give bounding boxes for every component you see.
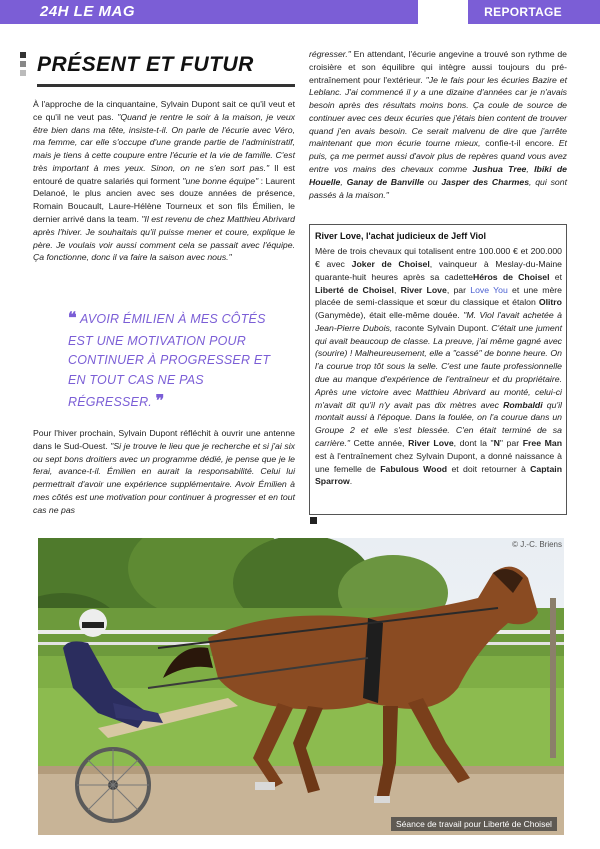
magazine-name: 24H LE MAG [40,3,136,20]
paragraph: régresser." En attendant, l'écurie angevine a trouvé son rythme de croisière et son équilibre qui intègre aussi toujours du pré-entraînement pour l'extérieur. "Je le fais pour les écuries Bazire et Leblanc. J'ai commencé il y a une dizaine d'années car je n'avais besoin après des résultats moins bons. Ça coule de source de continuer avec ces deux écuries que j'étais bien content de trouver quand j'en avais besoin. Ce serait malvenu de dire que j'arrête maintenant que mon écurie tourne mieux, confie-t-il encore. Et puis, ça me permet aussi d'avoir plus de repères quand vous avez entre vos mains des chevaux comme Jushua Tree, Ibiki de Houelle, Ganay de Banville ou Jasper des Charmes, qui sont passés à la maison." [309,49,567,200]
horse-name: Jushua Tree [472,164,527,175]
article-column-right [309,48,567,211]
end-mark [310,517,317,524]
paragraph: Pour l'hiver prochain, Sylvain Dupont réfléchit à ouvrir une antenne dans le Sud-Ouest. "Si je trouve le lieu que je recherche et si j'ai six ou sept bons droitiers avec un programme dédié, je pense que je le ferai, avance-t-il. Émilien en aurait la responsabilité. Celui lui permettrait d'avoir une expérience supplémentaire. Avoir Émilien à mes côtés est une motivation pour continuer à progresser et en tout cas ne pas [33,428,295,515]
title-rule [37,84,295,87]
sidebar-box-text: Mère de trois chevaux qui totalisent entre 100.000 € et 200.000 € avec Joker de Choisel, vainqueur à Meslay-du-Maine quarante-huit heures après sa cadetteHéros de Choisel et Liberté de Choisel, River Love, par Love You et une mère placée de semi-classique et sœur du classique et étalon Olitro (Ganymède), était elle-même douée. "M. Viol l'avait achetée à Jean-Pierre Dubois, raconte Sylvain Dupont. C'était une jument qui avait beaucoup de classe. La preuve, j'ai même gagné avec (sourire) ! Malheureusement, elle a "cassé" de bonne heure. On l'a courue trop tôt sous la selle. C'est une faute professionnelle due au manque d'expérience de l'entraîneur et du propriétaire. Après une victoire avec Matthieu Abrivard au monté, celui-ci m'avait dit qu'il n'y avait pas dix mètres avec Rombaldi qu'il montait aussi à l'époque. Dans la foulée, on l'a courue dans un Groupe 2 et elle s'est blessée. C'en était terminé de sa carrière." Cette année, River Love, dont la "N" par Free Man est à l'entraînement chez Sylvain Dupont, a donné naissance à une femelle de Fabulous Wood et doit retourner à Captain Sparrow. [315,246,563,487]
article-photo [38,538,564,835]
sidebar-box-title: River Love, l'achat judicieux de Jeff Viol [315,231,487,241]
title-decoration [20,52,30,79]
article-column-left-continued [33,427,295,526]
open-quote-icon: ❝ [68,310,77,327]
paragraph: À l'approche de la cinquantaine, Sylvain Dupont sait ce qu'il veut et ce qu'il ne veut pas. "Quand je rentre le soir à la maison, je veux être bien dans ma tête, insiste-t-il. On parle de l'écurie avec Véro, ma femme, car elle s'occupe d'une grande partie de l'administratif, mais je tiens à cette coupure entre l'écurie et la vie de famille. C'est très important à mes yeux. Sinon, on ne s'en sort pas." Il est entouré de quatre salariés qui forment "une bonne équipe" : Laurent Delanoé, le plus ancien avec ses douze années de présence, Romain Boucault, Laure-Hélène Tourneux et son fils Émilien, le dernier arrivé dans la team. "Il est revenu de chez Matthieu Abrivard après l'hiver. Je souhaitais qu'il puisse mener et coure, explique le père. Je voulais voir aussi comment cela se passait avec l'équipe. Ça fonctionne, donc il va faire la saison avec nous." [33,99,295,263]
horse-name: Jasper des Charmes [441,176,530,187]
horse-link[interactable]: Love You [470,284,508,295]
trotting-horse-photo [38,538,564,835]
article-column-left [33,98,295,274]
pull-quote: ❝ AVOIR ÉMILIEN À MES CÔTÉS EST UNE MOTIVATION POUR CONTINUER À PROGRESSER ET EN TOUT CAS NE PAS RÉGRESSER. ❞ [68,310,271,410]
photo-caption: Séance de travail pour Liberté de Choisel [391,817,557,831]
horse-name: Ganay de Banville [346,176,425,187]
photo-credit: © J.-C. Briens [512,540,562,549]
section-name: REPORTAGE [484,5,562,19]
close-quote-icon: ❞ [155,392,165,410]
article-title: PRÉSENT ET FUTUR [37,53,254,76]
page-header [0,0,600,24]
sidebar-box [309,224,567,515]
horse-name: Ibiki de Houelle [309,164,567,187]
